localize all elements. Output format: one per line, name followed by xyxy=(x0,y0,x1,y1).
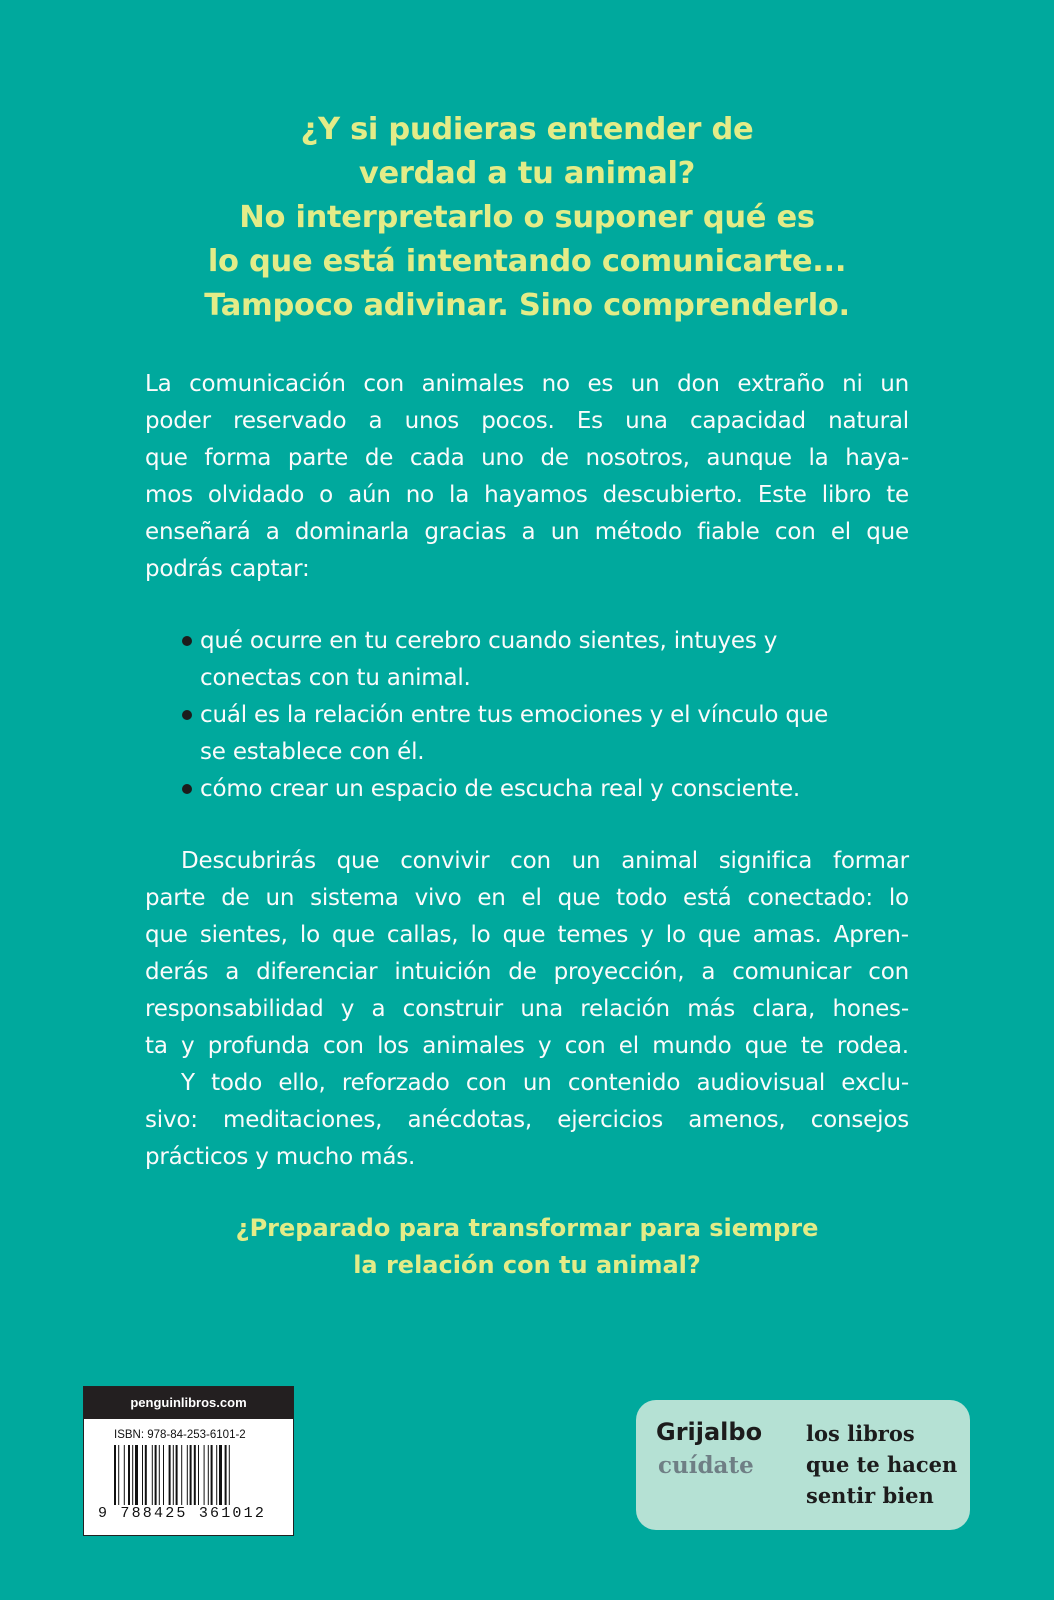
bullet-item: cómo crear un espacio de escucha real y consciente. xyxy=(180,771,920,808)
text-line: sivo: meditaciones, anécdotas, ejercicios amenos, consejos xyxy=(145,1107,909,1133)
barcode-bar xyxy=(124,1445,125,1505)
barcode-bar xyxy=(142,1445,143,1505)
isbn-text: ISBN: 978-84-253-6101-2 xyxy=(114,1429,246,1441)
barcode-bar xyxy=(198,1445,199,1505)
barcode-bar xyxy=(132,1445,133,1505)
slogan-line: sentir bien xyxy=(806,1483,934,1508)
headline xyxy=(150,108,904,328)
text-line: que sientes, lo que callas, lo que temes y lo que amas. Apren- xyxy=(145,922,909,948)
headline-line: verdad a tu animal? xyxy=(358,156,696,191)
text-line: mos olvidado o aún no la hayamos descubierto. Este libro te xyxy=(145,482,909,508)
question-line: la relación con tu animal? xyxy=(353,1251,701,1279)
headline-line: ¿Y si pudieras entender de xyxy=(300,112,754,147)
barcode-bar xyxy=(114,1445,116,1505)
brand-name: Grijalbo xyxy=(656,1418,763,1446)
intro-paragraph xyxy=(145,366,909,588)
text-line: derás a diferenciar intuición de proyección, a comunicar con xyxy=(145,959,909,985)
barcode-bar xyxy=(219,1445,222,1505)
barcode-bar xyxy=(181,1445,182,1505)
barcode-bar xyxy=(229,1445,230,1505)
text-line: La comunicación con animales no es un don extraño ni un xyxy=(145,371,909,397)
headline-line: No interpretarlo o suponer qué es xyxy=(239,200,815,235)
slogan-line: los libros xyxy=(806,1421,915,1446)
text-line: enseñará a dominarla gracias a un método fiable con el que xyxy=(145,519,909,545)
text-line: Descubrirás que convivir con un animal significa formar xyxy=(181,848,909,874)
bullet-list xyxy=(180,623,920,808)
barcode-bar xyxy=(173,1445,174,1505)
text-line: que forma parte de cada uno de nosotros, aunque la haya- xyxy=(145,445,909,471)
bullet-item: cuál es la relación entre tus emociones y el vínculo que se establece con él. xyxy=(180,697,920,771)
text-line: prácticos y mucho más. xyxy=(145,1144,416,1170)
bullet-dot-icon xyxy=(182,784,192,794)
closing-question xyxy=(150,1210,904,1284)
barcode-bar xyxy=(159,1445,160,1505)
barcode-bar xyxy=(118,1445,119,1505)
barcode-bar xyxy=(190,1445,192,1505)
text-line: poder reservado a unos pocos. Es una capacidad natural xyxy=(145,408,909,434)
headline-line: lo que está intentando comunicarte... xyxy=(207,244,847,279)
barcode-bar xyxy=(225,1445,227,1505)
question-line: ¿Preparado para transformar para siempre xyxy=(235,1214,819,1242)
barcode-digits: 9 788425 361012 xyxy=(98,1505,267,1522)
barcode-bar xyxy=(135,1445,138,1505)
barcode-bar xyxy=(216,1445,217,1505)
barcode-bar xyxy=(208,1445,209,1505)
barcode-bars xyxy=(114,1445,264,1505)
barcode-bar xyxy=(187,1445,188,1505)
barcode-bar xyxy=(204,1445,205,1505)
barcode-bar xyxy=(194,1445,196,1505)
barcode-bar xyxy=(169,1445,171,1505)
text-line: podrás captar: xyxy=(145,556,310,582)
slogan-line: que te hacen xyxy=(806,1452,958,1477)
bullet-dot-icon xyxy=(182,710,192,720)
text-line: responsabilidad y a construir una relación más clara, hones- xyxy=(145,996,909,1022)
barcode-bar xyxy=(176,1445,178,1505)
publisher-brand-box xyxy=(636,1400,970,1530)
bullet-item: qué ocurre en tu cerebro cuando sientes, intuyes y conectas con tu animal. xyxy=(180,623,920,697)
barcode-bar xyxy=(145,1445,147,1505)
brand-collection: cuídate xyxy=(658,1452,754,1479)
text-line: parte de un sistema vivo en el que todo está conectado: lo xyxy=(145,885,909,911)
barcode-bar xyxy=(152,1445,153,1505)
barcode-bar xyxy=(128,1445,130,1505)
text-line: Y todo ello, reforzado con un contenido audiovisual exclu- xyxy=(181,1070,909,1096)
barcode-bar xyxy=(211,1445,213,1505)
publisher-website: penguinlibros.com xyxy=(84,1387,293,1419)
headline-line: Tampoco adivinar. Sino comprenderlo. xyxy=(204,288,850,323)
bullet-dot-icon xyxy=(182,636,192,646)
barcode-label xyxy=(83,1386,294,1536)
barcode-bar xyxy=(163,1445,164,1505)
brand-slogan xyxy=(806,1418,957,1511)
text-line: ta y profunda con los animales y con el mundo que te rodea. xyxy=(145,1033,909,1059)
barcode-bar xyxy=(155,1445,157,1505)
discover-paragraphs xyxy=(145,843,909,1176)
